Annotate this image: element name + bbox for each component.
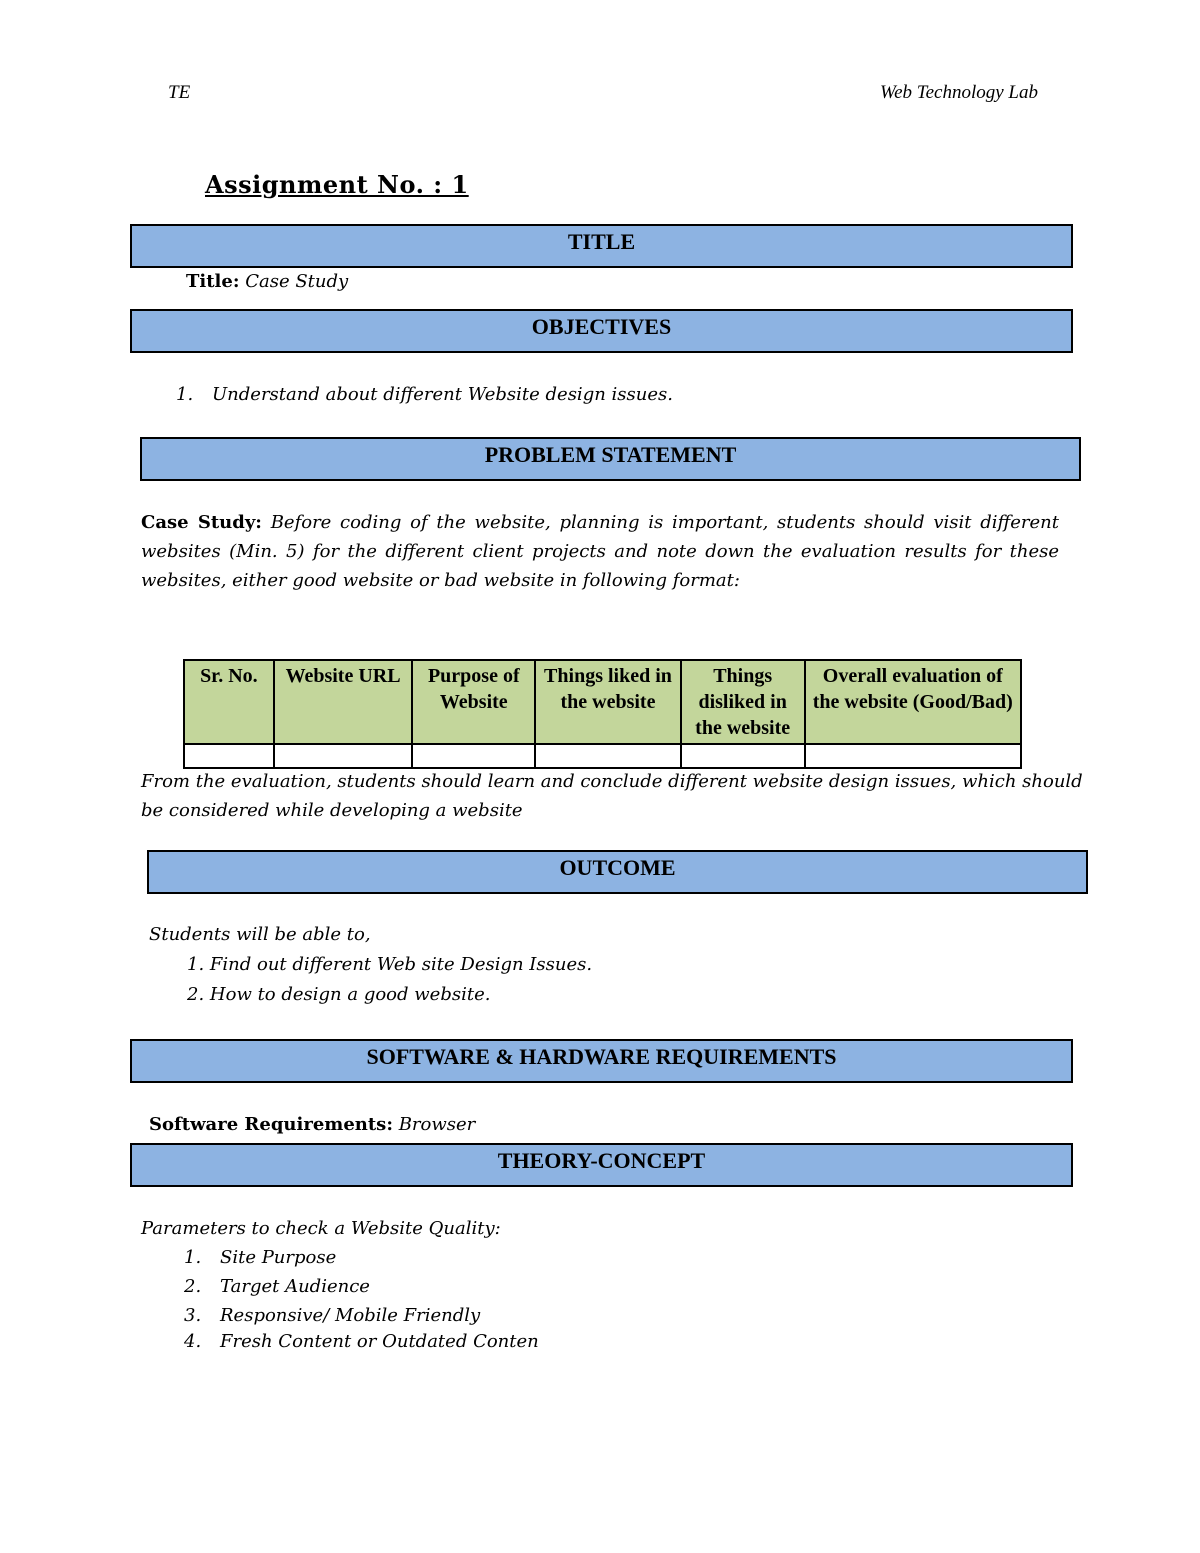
- theory-band: [130, 1143, 1073, 1187]
- theory-item: 1. Site Purpose: [184, 1247, 337, 1268]
- header-left: TE: [168, 82, 191, 103]
- problem-text: Before coding of the website, planning is important, students should visit different websites (Min. 5) for the different client projects and note down the evaluation results for these websites, either good website or bad website in following format:: [141, 512, 1059, 591]
- objective-item-text: Understand about different Website design issues.: [212, 384, 673, 405]
- table-cell: [184, 744, 274, 768]
- title-label: Title:: [186, 271, 240, 292]
- table-header-row: [184, 660, 1021, 744]
- objectives-band: [130, 309, 1073, 353]
- header-right: Web Technology Lab: [880, 82, 1038, 103]
- title-band: [130, 224, 1073, 268]
- objectives-heading: OBJECTIVES: [531, 314, 672, 339]
- theory-item-text: Fresh Content or Outdated Conten: [220, 1331, 539, 1352]
- problem-paragraph: [141, 508, 1059, 595]
- table-cell: [412, 744, 535, 768]
- outcome-item: 1. Find out different Web site Design Issues.: [187, 954, 593, 975]
- problem-label: Case Study:: [141, 512, 262, 533]
- requirements-heading: SOFTWARE & HARDWARE REQUIREMENTS: [366, 1044, 837, 1069]
- theory-item-text: Responsive/ Mobile Friendly: [220, 1305, 481, 1326]
- table-header: Purpose of Website: [412, 660, 535, 744]
- outcome-intro: Students will be able to,: [149, 924, 371, 945]
- outcome-heading: OUTCOME: [559, 855, 676, 880]
- table-header: Sr. No.: [184, 660, 274, 744]
- title-value: Case Study: [245, 271, 349, 292]
- theory-item: 4. Fresh Content or Outdated Conten: [184, 1331, 539, 1352]
- assignment-title: Assignment No. : 1: [205, 170, 469, 199]
- theory-heading: THEORY-CONCEPT: [497, 1148, 706, 1173]
- table-row: [184, 744, 1021, 768]
- title-line: [186, 267, 348, 296]
- table-cell: [681, 744, 805, 768]
- requirements-band: [130, 1039, 1073, 1083]
- table-header: Things liked in the website: [535, 660, 681, 744]
- requirements-value: Browser: [398, 1114, 476, 1135]
- table-cell: [805, 744, 1021, 768]
- table-header: Overall evaluation of the website (Good/Bad): [805, 660, 1021, 744]
- evaluation-table: [183, 659, 1022, 769]
- table-cell: [274, 744, 413, 768]
- outcome-band: [147, 850, 1088, 894]
- theory-item: 3. Responsive/ Mobile Friendly: [184, 1305, 481, 1326]
- outcome-item-text: Find out different Web site Design Issues.: [209, 954, 593, 975]
- table-header: Website URL: [274, 660, 413, 744]
- problem-heading: PROBLEM STATEMENT: [484, 442, 737, 467]
- outcome-item: 2. How to design a good website.: [187, 984, 491, 1005]
- outcome-item-text: How to design a good website.: [209, 984, 491, 1005]
- problem-conclusion: From the evaluation, students should learn and conclude different website design issues, which should be considered while developing a website: [141, 771, 1083, 821]
- theory-item: 2. Target Audience: [184, 1276, 370, 1297]
- theory-item-text: Site Purpose: [220, 1247, 337, 1268]
- requirements-line: [149, 1110, 475, 1139]
- requirements-label: Software Requirements:: [149, 1114, 393, 1135]
- title-heading: TITLE: [567, 229, 636, 254]
- table-cell: [535, 744, 681, 768]
- table-header: Things disliked in the website: [681, 660, 805, 744]
- theory-item-text: Target Audience: [220, 1276, 370, 1297]
- problem-band: [140, 437, 1081, 481]
- objective-item: 1. Understand about different Website design issues.: [176, 384, 673, 405]
- theory-intro: Parameters to check a Website Quality:: [141, 1218, 501, 1239]
